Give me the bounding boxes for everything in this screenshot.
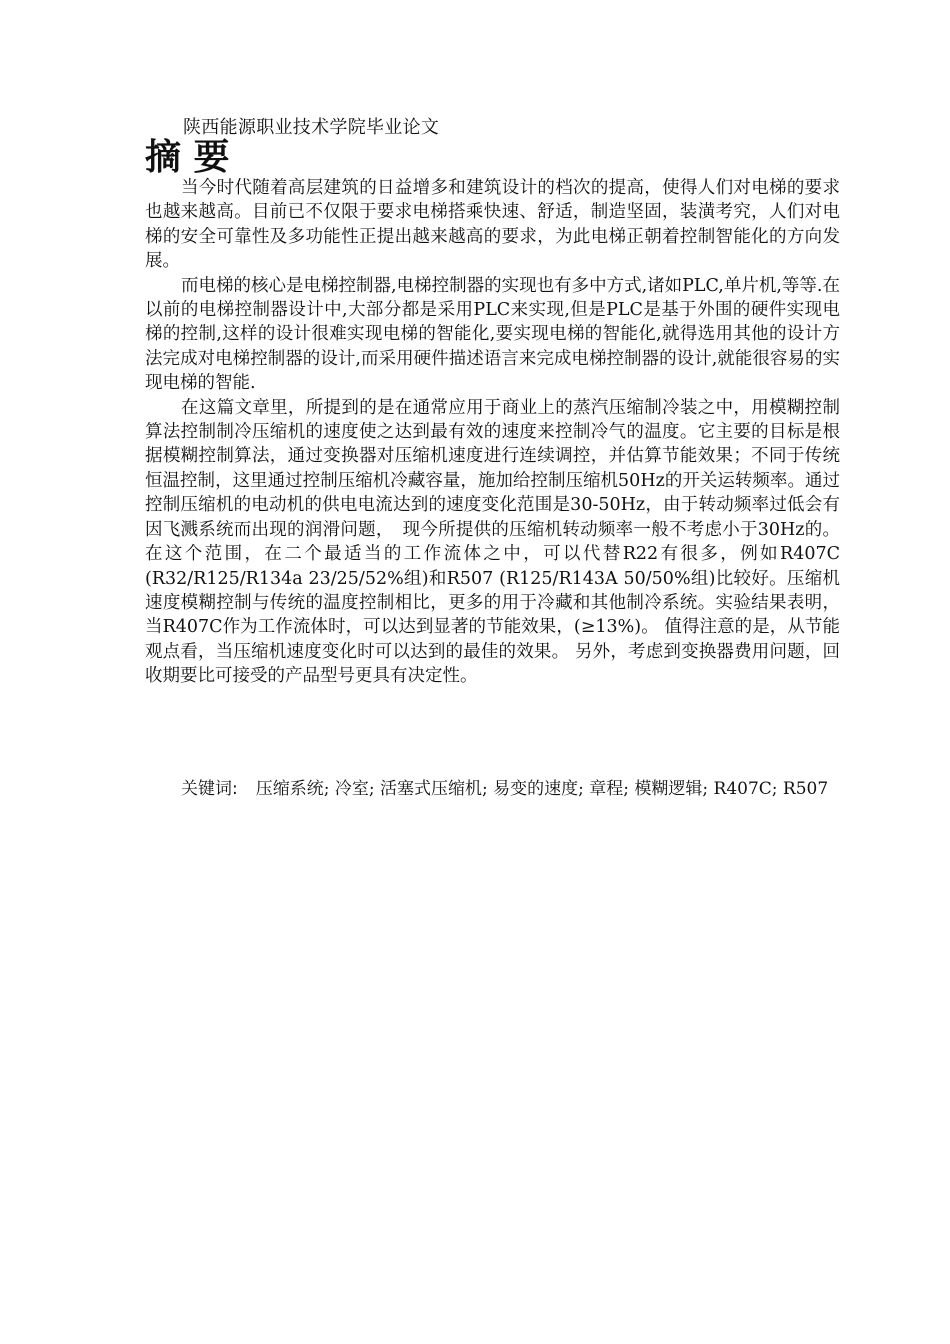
abstract-paragraph-3: 在这篇文章里，所提到的是在通常应用于商业上的蒸汽压缩制冷装之中，用模糊控制算法控制制冷压缩机的速度使之达到最有效的速度来控制冷气的温度。它主要的目标是根据模糊控制算法，通过变换器对压缩机速度进行连续调控，并估算节能效果；不同于传统恒温控制，这里通过控制压缩机冷藏容量，施加给控制压缩机50Hz的开关运转频率。通过控制压缩机的电动机的供电电流达到的速度变化范围是30-50Hz，由于转动频率过低会有因飞溅系统而出现的润滑问题， 现今所提供的压缩机转动频率一般不考虑小于30Hz的。在这个范围，在二个最适当的工作流体之中，可以代替R22有很多，例如R407C (R32/R125/R134a 23/25/52%组)和R507 (R125/R143A 50/50%组)比较好。压缩机速度模糊控制与传统的温度控制相比，更多的用于冷藏和其他制冷系统。实验结果表明，当R407C作为工作流体时，可以达到显著的节能效果，(≥13%)。 值得注意的是，从节能观点看，当压缩机速度变化时可以达到的最佳的效果。 另外，考虑到变换器费用问题，回收期要比可接受的产品型号更具有决定性。: [145, 397, 840, 687]
page-header: 陕西能源职业技术学院毕业论文: [183, 117, 440, 138]
abstract-title: 摘 要: [145, 137, 230, 178]
keywords-section: [145, 776, 840, 802]
keywords-text: 压缩系统; 冷室; 活塞式压缩机; 易变的速度; 章程; 模糊逻辑; R407C; R507: [255, 779, 829, 799]
abstract-paragraph-1: 当今时代随着高层建筑的日益增多和建筑设计的档次的提高，使得人们对电梯的要求也越来越高。目前已不仅限于要求电梯搭乘快速、舒适，制造坚固，装潢考究，人们对电梯的安全可靠性及多功能性正提出越来越高的要求，为此电梯正朝着控制智能化的方向发展。: [145, 178, 840, 272]
keywords-label: 关键词:: [181, 779, 238, 799]
abstract-paragraph-2: 而电梯的核心是电梯控制器,电梯控制器的实现也有多中方式,诸如PLC,单片机,等等.在以前的电梯控制器设计中,大部分都是采用PLC来实现,但是PLC是基于外围的硬件实现电梯的控制,这样的设计很难实现电梯的智能化,要实现电梯的智能化,就得选用其他的设计方法完成对电梯控制器的设计,而采用硬件描述语言来完成电梯控制器的设计,就能很容易的实现电梯的智能.: [145, 275, 840, 394]
abstract-body: [145, 176, 840, 689]
